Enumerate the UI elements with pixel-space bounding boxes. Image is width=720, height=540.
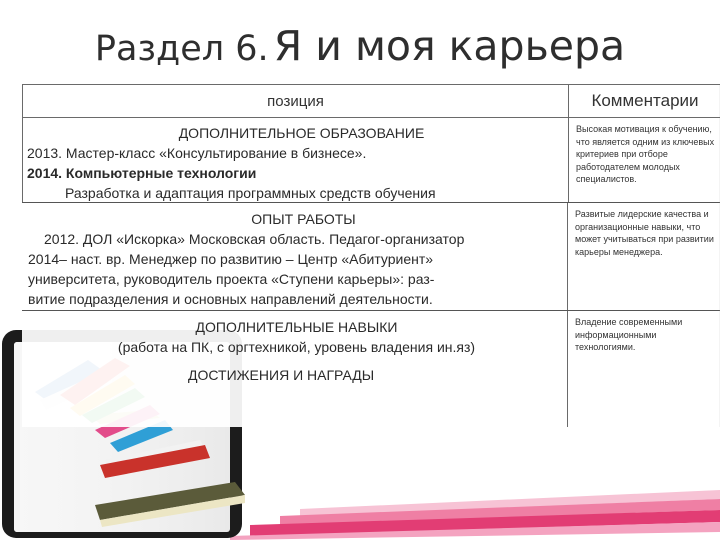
experience-line-3: университета, руководитель проекта «Ступени карьеры»: раз- [28, 271, 435, 287]
experience-comment: Развитые лидерские качества и организационные навыки, что может учитываться при развитии карьеры менеджера. [575, 209, 714, 257]
page-title [0, 22, 720, 70]
education-cell [23, 118, 568, 202]
achievements-heading: ДОСТИЖЕНИЯ И НАГРАДЫ [188, 367, 375, 383]
education-line-2: 2014. Компьютерные технологии [27, 165, 257, 181]
table-row-education [22, 118, 720, 202]
skills-heading: ДОПОЛНИТЕЛЬНЫЕ НАВЫКИ [195, 319, 398, 335]
table-row-experience [22, 202, 720, 310]
education-line-1: 2013. Мастер-класс «Консультирование в бизнесе». [27, 145, 367, 161]
skills-line-1: (работа на ПК, с оргтехникой, уровень владения ин.яз) [117, 339, 476, 355]
skills-comment: Владение современными информационными технологиями. [575, 317, 683, 353]
experience-line-1: 2012. ДОЛ «Искорка» Московская область. Педагог-организатор [44, 231, 465, 247]
experience-comment-cell [567, 203, 720, 310]
education-comment: Высокая мотивация к обучению, что является одним из ключевых критериев при отборе работодателем молодых специалистов. [576, 124, 715, 185]
header-position: позиция [23, 85, 568, 117]
title-main: Я и моя карьера [273, 22, 626, 70]
skills-comment-cell [567, 311, 720, 427]
education-comment-cell [568, 118, 720, 202]
table-header-row [22, 84, 720, 118]
education-heading: ДОПОЛНИТЕЛЬНОЕ ОБРАЗОВАНИЕ [178, 125, 425, 141]
education-line-3: Разработка и адаптация программных средств обучения [65, 185, 436, 201]
experience-cell [22, 203, 567, 310]
header-comments: Комментарии [568, 85, 720, 117]
career-table [22, 84, 720, 427]
experience-heading: ОПЫТ РАБОТЫ [251, 211, 356, 227]
experience-line-4: витие подразделения и основных направлений деятельности. [28, 291, 433, 307]
table-row-skills [22, 310, 720, 427]
skills-cell [22, 311, 567, 427]
title-prefix: Раздел 6. [94, 29, 269, 69]
experience-line-2: 2014– наст. вр. Менеджер по развитию – Центр «Абитуриент» [28, 251, 434, 267]
